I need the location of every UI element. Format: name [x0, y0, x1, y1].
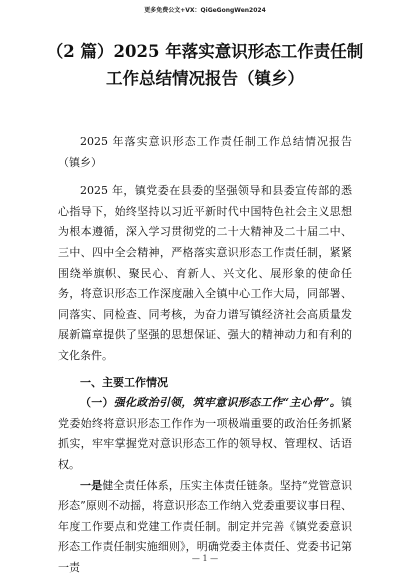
section-heading: 一、主要工作情况 [80, 375, 168, 389]
page-number: — 1 — [191, 554, 219, 563]
subsection-heading: 强化政治引领，筑牢意识形态工作“主心骨”。 [113, 396, 342, 410]
intro-paragraph: 2025 年，镇党委在县委的坚强领导和县委宣传部的悉心指导下，始终坚持以习近平新时代中国特色社会主义思想为根本遵循，深入学习贯彻党的二十大精神及二十届二中、三中、四中全会精神，严格落实意识形态工作责任制，紧紧围绕举旗帜、聚民心、育新人、兴文化、展形象的使命任务，将意识形态工作深度融入全镇中心工作大局，同部署、同落实、同检查、同考核，为奋力谱写镇经济社会高质量发展新篇章提供了坚强的思想保证、强大的精神动力和有利的文化条件。 [58, 184, 352, 362]
title-line-1: （2 篇）2025 年落实意识形态工作责任制 [46, 42, 364, 61]
subsection-text: 镇党委始终将意识形态工作作为一项极端重要的政治任务抓紧抓实，牢牢掌握党对意识形态工作的领导权、管理权、话语权。 [58, 396, 353, 471]
subtitle-paragraph: 2025 年落实意识形态工作责任制工作总结情况报告（镇乡） [58, 135, 352, 169]
point-text: 健全责任体系，压实主体责任链条。坚持“党管意识形态”原则不动摇，将意识形态工作纳入党委重要议事日程、年度工作要点和党建工作责任制。制定并完善《镇党委意识形态工作责任制实施细则》，明确党委主体责任、党委书记第一责 [58, 478, 353, 574]
header-note: 更多免费公文+VX：QiGeGongWen2024 [144, 7, 266, 14]
point-label: 一是 [80, 478, 103, 492]
title-line-2: 工作总结情况报告（镇乡） [106, 69, 304, 88]
subsection-paragraph [58, 393, 352, 475]
point-paragraph [58, 476, 352, 579]
subsection-label: （一） [80, 396, 114, 410]
document-title [28, 38, 382, 92]
document-body [58, 132, 352, 578]
